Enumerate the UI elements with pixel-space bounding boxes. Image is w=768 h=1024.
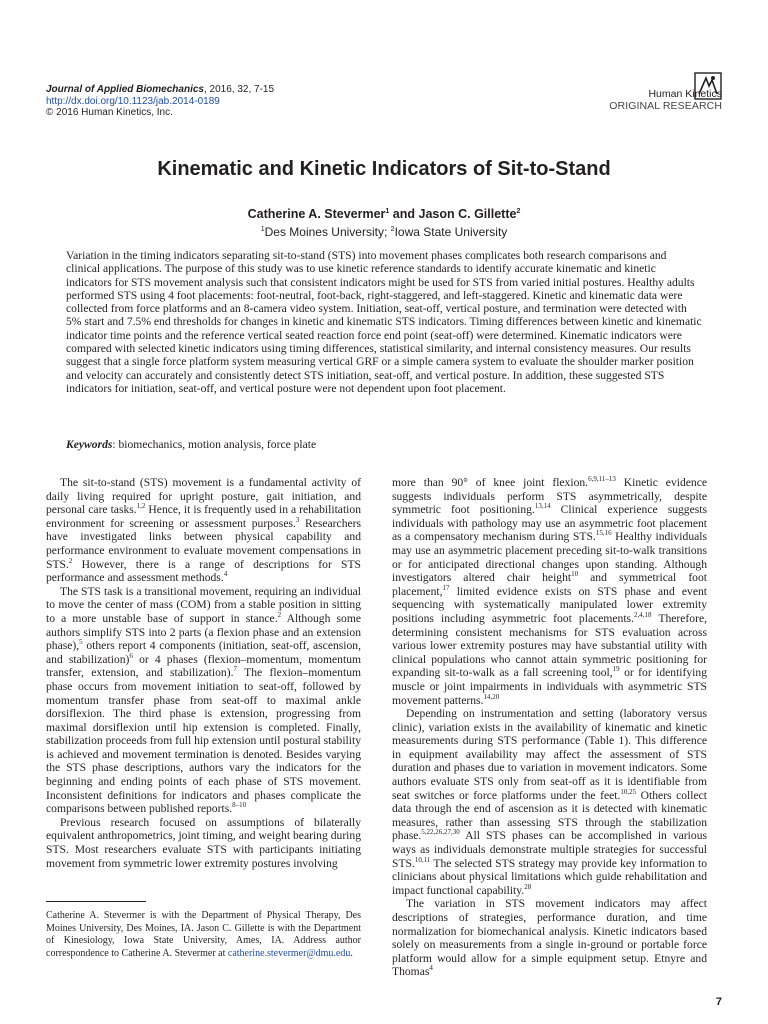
doi-link[interactable]: http://dx.doi.org/10.1123/jab.2014-0189 — [46, 95, 220, 107]
citation-reference: 28 — [524, 882, 532, 891]
citation-reference: 10 — [571, 570, 579, 579]
citation-reference: 15,16 — [595, 529, 612, 538]
keywords-text: : biomechanics, motion analysis, force plate — [112, 438, 317, 451]
body-text: Researchers have investigated links between physical capability and performance environment to evaluate movement compensations in STS. — [46, 516, 362, 571]
journal-volume-info: , 2016, 32, 7-15 — [204, 84, 275, 95]
citation-reference: 4 — [223, 570, 228, 579]
body-paragraph — [392, 476, 707, 707]
copyright: © 2016 Human Kinetics, Inc. — [46, 107, 173, 118]
publisher-name: Human Kinetics — [648, 88, 722, 100]
journal-citation — [46, 84, 274, 119]
author-name: Catherine A. Stevermer — [247, 207, 386, 221]
citation-reference: 10,11 — [414, 855, 431, 864]
body-paragraph — [46, 476, 361, 585]
footnote-end: . — [350, 947, 353, 959]
affiliation-mark: 2 — [390, 226, 395, 233]
affiliations — [0, 225, 768, 239]
body-text: The selected STS strategy may provide key information to clinicians about physical limitations which guide rehabilitation and impact functional capability. — [392, 856, 707, 897]
footnote-text: Catherine A. Stevermer is with the Department of Physical Therapy, Des Moines University, Des Moines, IA. Jason C. Gillette is with the Department of Kinesiology, Iowa State University, Ames, IA. Address author correspondence to Catherine A. Stevermer at — [46, 910, 361, 959]
author-affiliation-mark: 2 — [516, 207, 521, 215]
author-affiliation-mark: 1 — [385, 207, 390, 215]
article-title: Kinematic and Kinetic Indicators of Sit-to-Stand — [157, 158, 611, 180]
body-text: Clinical experience suggests individuals with pathology may use an asymmetric foot placement as a compensatory mechanism during STS. — [392, 503, 707, 544]
body-text: others report 4 components (initiation, seat-off, ascension, and stabilization) — [46, 639, 361, 666]
author-email-link[interactable]: catherine.stevermer@dmu.edu — [227, 947, 351, 959]
body-text: or 4 phases (flexion–momentum, momentum transfer, extension, and stabilization). — [46, 652, 362, 680]
journal-name: Journal of Applied Biomechanics — [46, 84, 204, 95]
body-paragraph — [46, 816, 361, 870]
keywords-label: Keywords — [66, 438, 113, 451]
citation-reference: 5 — [79, 638, 83, 647]
body-text: The sit-to-stand (STS) movement is a fundamental activity of daily living required for upright posture, gait initiation, and personal care tasks. — [46, 476, 361, 517]
body-text: Although some authors simplify STS into 2 parts (a flexion phase and an extension phase), — [46, 611, 362, 653]
body-text: Others collect data through the end of ascension as it is detected with kinematic measures, rather than assessing STS through the stabilization phase. — [392, 788, 707, 843]
keywords — [66, 438, 703, 451]
body-text: limited evidence exists on STS phase and event sequencing with systematically manipulated lower extremity positions including asymmetric foot placements. — [392, 584, 707, 625]
body-text: Kinetic evidence suggests individuals perform STS asymmetrically, despite symmetric foot positioning. — [392, 476, 707, 517]
body-text: The STS task is a transitional movement, requiring an individual to move the center of mass (COM) from a stable position in sitting to a more unstable base of support in stance. — [46, 584, 361, 625]
citation-reference: 5,22,26,27,30 — [421, 828, 460, 837]
author-conjunction: and — [389, 207, 419, 221]
body-text: or for identifying muscle or joint impairments in individuals with asymmetric STS movement patterns. — [392, 666, 707, 707]
author-name: Jason C. Gillette — [418, 207, 517, 221]
body-text: The flexion–momentum phase occurs from movement initiation to seat-off, followed by momentum transfer phase from seat-off to maximal ankle dorsiflexion. The third phase is extension, progressing from maximal dorsiflexion until hip extension is completed. Finally, stabilization proceeds from full hip extension until postural stability is achieved and movement termination is denoted. Besides varying the STS phase descriptions, authors vary the indicators for the beginning and ending points of each phase of STS movement. Inconsistent definitions for indicators and phases complicate the comparisons between published reports. — [46, 666, 362, 816]
body-text: Healthy individuals may use an asymmetric placement preceding sit-to-walk transitions or for anticipated directional changes upon standing. Although investigators altered chair height — [392, 530, 707, 585]
abstract: Variation in the timing indicators separating sit-to-stand (STS) into movement phases complicates both research comparisons and clinical applications. The purpose of this study was to use kinetic reference standards to identify accurate kinematic and kinetic indicators for STS movement analysis such that consistent indicators might be used for STS from varied initial postures. Healthy adults performed STS using 4 foot placements: foot-neutral, foot-back, right-staggered, and left-staggered. Kinetic and kinematic data were collected from force platforms and an 8-camera video system. Initiation, seat-off, vertical posture, and termination were detected with 5% start and 7.5% end thresholds for changes in kinetic and kinematic STS indicators. Timing differences between kinetic and kinematic indicator time points and the reference vertical seated reaction force end point (seat-off) were determined. Kinematic indicators were compared with selected kinetic indicators using timing differences, statistical similarity, and internal consistency measures. Our results suggest that a single force platform system measuring vertical GRF or a simple camera system to evaluate the shoulder marker position and velocity can accurately and consistently detect STS initiation, seat-off, and vertical posture. In addition, these suggested STS indicators for initiation, seat-off, and vertical posture were not dependent upon foot placement. — [66, 249, 702, 395]
citation-reference: 17 — [442, 583, 450, 592]
citation-reference: 6 — [129, 651, 133, 660]
author-footnote — [46, 910, 361, 960]
body-column-left — [46, 476, 361, 870]
page-number: 7 — [715, 996, 722, 1008]
author-list — [0, 207, 768, 221]
body-text: The variation in STS movement indicators may affect descriptions of strategies, performance duration, and time normalization for biomechanical analysis. Kinetic indicators based solely on measurements from a single in-ground or portable force platform would allow for a simple equipment setup. Etnyre and Thomas — [392, 897, 707, 979]
citation-reference: 2,4,18 — [633, 611, 652, 620]
body-text: All STS phases can be accomplished in various ways as individuals demonstrate multiple strategies for successful STS. — [392, 829, 707, 870]
article-section: ORIGINAL RESEARCH — [609, 100, 722, 112]
citation-reference: 10,25 — [620, 787, 637, 796]
citation-reference: 13,14 — [534, 502, 551, 511]
citation-reference: 2 — [277, 611, 282, 620]
footnote-divider — [46, 901, 146, 902]
body-column-right — [392, 476, 707, 979]
citation-reference: 19 — [612, 665, 620, 674]
citation-reference: 6,9,11–13 — [588, 475, 616, 484]
publisher-block — [609, 72, 722, 112]
body-text: Previous research focused on assumptions of bilaterally equivalent anthropometrics, joint timing, and weight bearing during STS. Most researchers evaluate STS with participants initiating movement from symmetric lower extremity postures involving — [46, 815, 361, 870]
body-paragraph — [46, 585, 361, 816]
citation-reference: 14,20 — [483, 692, 500, 701]
citation-reference: 3 — [295, 515, 300, 524]
body-text: more than 90° of knee joint flexion. — [392, 476, 589, 489]
body-text: Therefore, determining consistent mechanisms for STS evaluation across various lower extremity postures may have substantial utility with clinical populations who cannot attain symmetric positioning for expanding sit-to-walk as a fall screening tool, — [392, 611, 707, 680]
citation-reference: 7 — [233, 665, 237, 674]
affiliation-mark: 1 — [260, 226, 265, 233]
body-text: Depending on instrumentation and setting (laboratory versus clinic), variation exists in the availability of kinematic and kinetic measurements during STS performance (Table 1). This difference in equipment availability may affect the assessment of STS duration and phases due to variation in movement indicators. Some authors evaluate STS only from seat-off as it is identifiable from seat switches or force platforms under the feet. — [392, 707, 707, 802]
citation-reference: 8–10 — [232, 801, 247, 810]
publisher-logo-icon — [694, 72, 722, 100]
affiliation: Des Moines University; — [264, 225, 391, 239]
body-paragraph — [392, 707, 707, 897]
citation-reference: 2 — [68, 556, 73, 565]
body-text: However, there is a range of descriptions for STS performance and assessment methods. — [46, 557, 361, 585]
body-text: and symmetrical foot placement, — [392, 571, 707, 598]
citation-reference: 1,2 — [136, 502, 146, 511]
affiliation: Iowa State University — [394, 225, 508, 239]
body-text: Hence, it is frequently used in a rehabilitation environment for screening or assessment purposes. — [46, 503, 361, 530]
body-paragraph — [392, 897, 707, 979]
citation-reference: 4 — [429, 964, 433, 973]
